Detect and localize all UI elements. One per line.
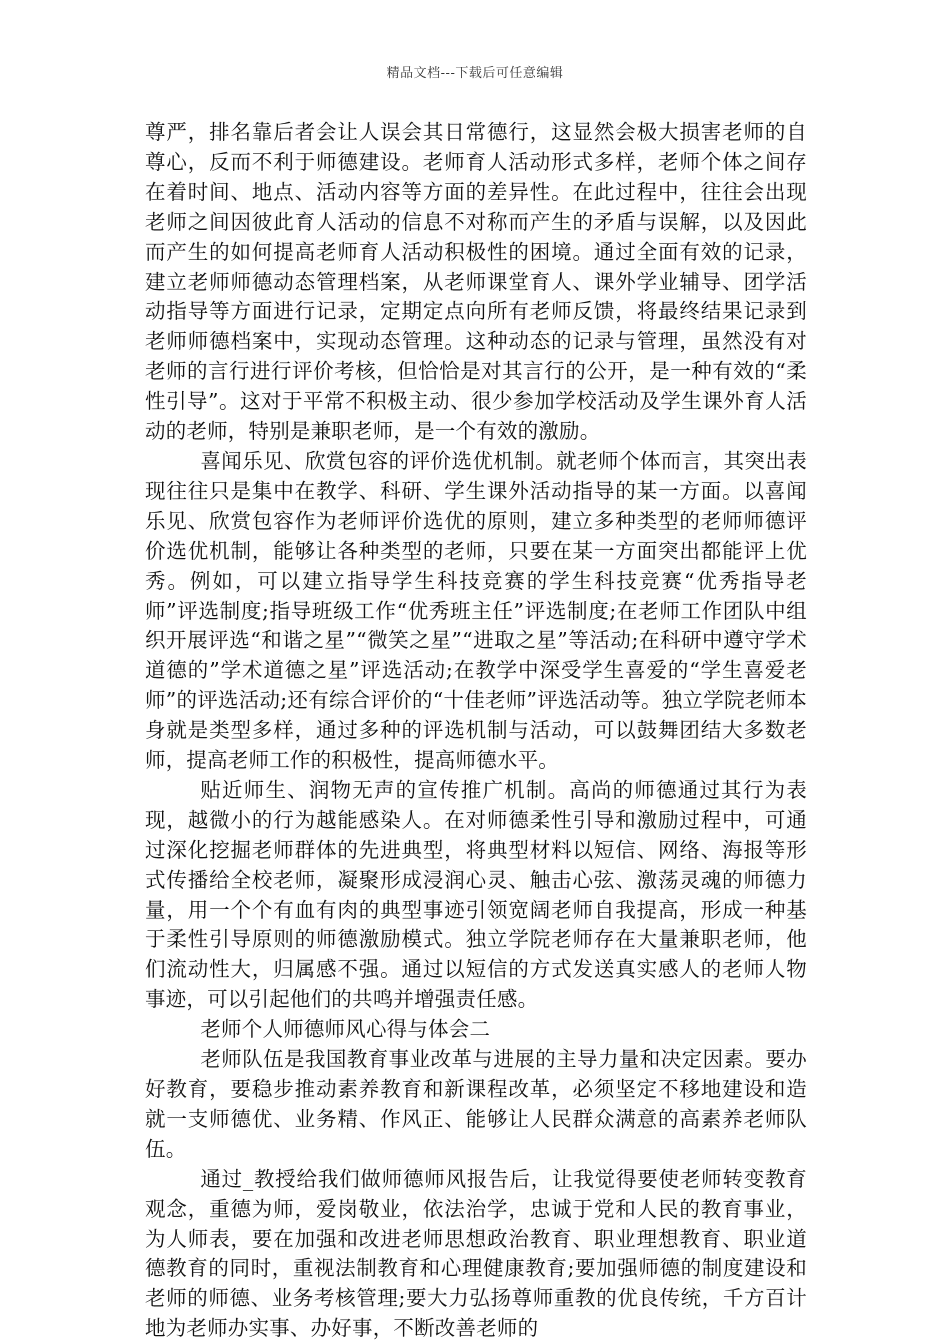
paragraph: 喜闻乐见、欣赏包容的评价选优机制。就老师个体而言，其突出表现往往只是集中在教学、科研、学生课外活动指导的某一方面。以喜闻乐见、欣赏包容作为老师评价选优的原则，建立多种类型的老师师德评价选优机制，能够让各种类型的老师，只要在某一方面突出都能评上优秀。例如，可以建立指导学生科技竞赛的学生科技竞赛“优秀指导老师”评选制度;指导班级工作“优秀班主任”评选制度;在老师工作团队中组织开展评选“和谐之星”“微笑之星”“进取之星”等活动;在科研中遵守学术道德的”学术道德之星”评选活动;在教学中深受学生喜爱的“学生喜爱老师”的评选活动;还有综合评价的“十佳老师”评选活动等。独立学院老师本身就是类型多样，通过多种的评选机制与活动，可以鼓舞团结大多数老师，提高老师工作的积极性，提高师德水平。 bbox=[145, 448, 807, 773]
document-body bbox=[145, 118, 807, 1344]
page-header: 精品文档---下载后可任意编辑 bbox=[386, 66, 564, 81]
paragraph: 贴近师生、润物无声的宣传推广机制。高尚的师德通过其行为表现，越微小的行为越能感染人。在对师德柔性引导和激励过程中，可通过深化挖掘老师群体的先进典型，将典型材料以短信、网络、海报等形式传播给全校老师，凝聚形成浸润心灵、触击心弦、激荡灵魂的师德力量，用一个个有血有肉的典型事迹引领宽阔老师自我提高，形成一种基于柔性引导原则的师德激励模式。独立学院老师存在大量兼职老师，他们流动性大，归属感不强。通过以短信的方式发送真实感人的老师人物事迹，可以引起他们的共鸣并增强责任感。 bbox=[145, 777, 807, 1012]
paragraph: 老师队伍是我国教育事业改革与进展的主导力量和决定因素。要办好教育，要稳步推动素养教育和新课程改革，必须坚定不移地建设和造就一支师德优、业务精、作风正、能够让人民群众满意的高素养老师队伍。 bbox=[145, 1047, 807, 1161]
paragraph: 通过_教授给我们做师德师风报告后，让我觉得要使老师转变教育观念，重德为师，爱岗敬业，依法治学，忠诚于党和人民的教育事业，为人师表，要在加强和改进老师思想政治教育、职业理想教育、职业道德教育的同时，重视法制教育和心理健康教育;要加强师德的制度建设和老师的师德、业务考核管理;要大力弘扬尊师重教的优良传统，千方百计地为老师办实事、办好事，不断改善老师的 bbox=[145, 1166, 807, 1341]
section-heading: 老师个人师德师风心得与体会二 bbox=[200, 1017, 491, 1042]
paragraph: 尊严，排名靠后者会让人误会其日常德行，这显然会极大损害老师的自尊心，反而不利于师德建设。老师育人活动形式多样，老师个体之间存在着时间、地点、活动内容等方面的差异性。在此过程中，往往会出现老师之间因彼此育人活动的信息不对称而产生的矛盾与误解，以及因此而产生的如何提高老师育人活动积极性的困境。通过全面有效的记录，建立老师师德动态管理档案，从老师课堂育人、课外学业辅导、团学活动指导等方面进行记录，定期定点向所有老师反馈，将最终结果记录到老师师德档案中，实现动态管理。这种动态的记录与管理，虽然没有对老师的言行进行评价考核，但恰恰是对其言行的公开，是一种有效的“柔性引导”。这对于平常不积极主动、很少参加学校活动及学生课外育人活动的老师，特别是兼职老师，是一个有效的激励。 bbox=[145, 120, 807, 444]
